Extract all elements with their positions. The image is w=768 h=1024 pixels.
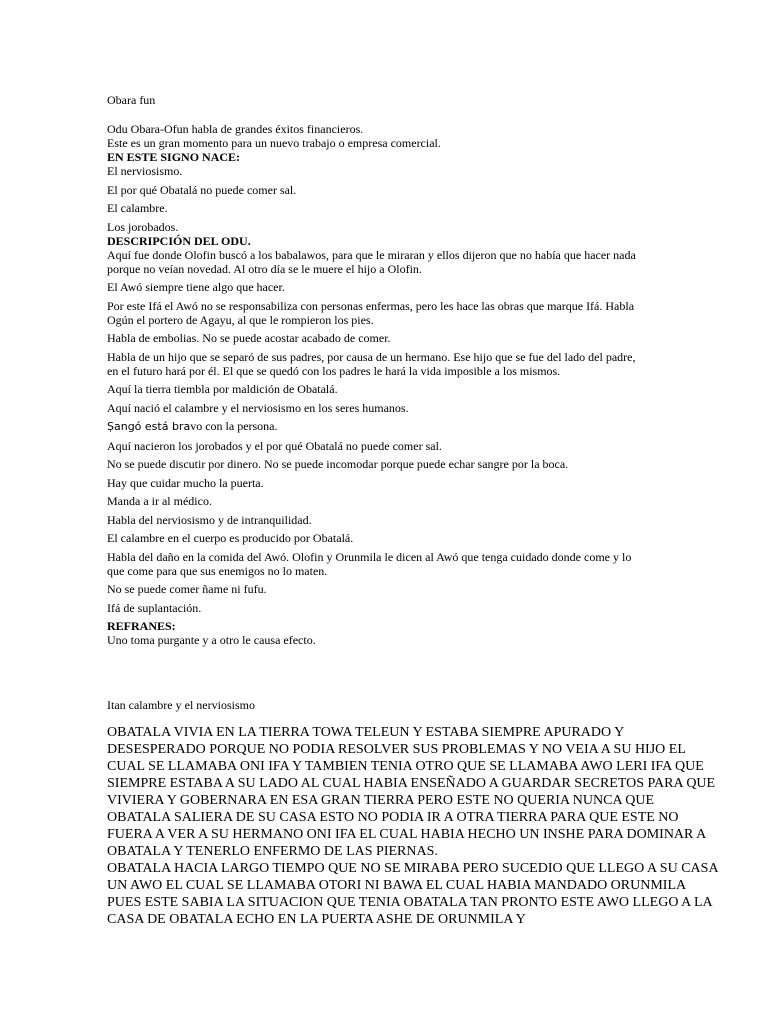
desc-paragraph: Ogún el portero de Agayu, al que le rompieron los pies. <box>107 312 374 327</box>
signo-item: El por qué Obatalá no puede comer sal. <box>107 182 297 197</box>
desc-paragraph: en el futuro hará por él. El que se quedó con los padres le hará la vida imposible a los mismos. <box>107 363 561 378</box>
desc-paragraph: que come para que sus enemigos no lo maten. <box>107 563 328 578</box>
desc-text: vo con la persona. <box>190 419 278 433</box>
desc-paragraph: Manda a ir al médico. <box>107 494 212 508</box>
story-line: CUAL SE LLAMABA ONI IFA Y TAMBIEN TENIA OTRO QUE SE LLAMABA AWO LERI IFA QUE <box>107 759 704 774</box>
signo-item: El nerviosismo. <box>107 164 183 178</box>
heading-descripcion: DESCRIPCIÓN DEL ODU. <box>107 233 251 248</box>
story-line: OBATALA VIVIA EN LA TIERRA TOWA TELEUN Y ESTABA SIEMPRE APURADO Y <box>107 725 625 740</box>
desc-paragraph: Habla del nerviosismo y de intranquilidad. <box>107 512 312 527</box>
desc-paragraph: Aquí nacieron los jorobados y el por qué Obatalá no puede comer sal. <box>107 438 442 453</box>
desc-paragraph: Hay que cuidar mucho la puerta. <box>107 475 264 490</box>
document-title: Obara fun <box>107 93 156 107</box>
signo-item: El calambre. <box>107 201 168 215</box>
itan-story <box>107 724 719 928</box>
story-line: FUERA A VER A SU HERMANO ONI IFA EL CUAL HABIA HECHO UN INSHE PARA DOMINAR A <box>107 827 707 842</box>
desc-paragraph: El calambre en el cuerpo es producido por Obatalá. <box>107 531 354 545</box>
itan-title: Itan calambre y el nerviosismo <box>107 698 255 712</box>
story-line: SIEMPRE ESTABA A SU LADO AL CUAL HABIA ENSEÑADO A GUARDAR SECRETOS PARA QUE <box>107 776 716 791</box>
story-line: OBATALA SALIERA DE SU CASA ESTO NO PODIA IR A OTRA TIERRA PARA QUE ESTE NO <box>107 810 679 825</box>
refran: Uno toma purgante y a otro le causa efecto. <box>107 633 316 647</box>
story-line: DESESPERADO PORQUE NO PODIA RESOLVER SUS PROBLEMAS Y NO VEIA A SU HIJO EL <box>107 742 686 757</box>
intro-line-2: Este es un gran momento para un nuevo trabajo o empresa comercial. <box>107 136 441 150</box>
desc-paragraph: Habla de embolias. No se puede acostar acabado de comer. <box>107 331 391 345</box>
desc-paragraph: Por este Ifá el Awó no se responsabiliza con personas enfermas, pero les hace las obras que marque Ifá. Habla <box>107 298 635 313</box>
desc-paragraph: No se puede discutir por dinero. No se puede incomodar porque puede echar sangre por la boca. <box>107 457 569 471</box>
desc-paragraph: Aquí fue donde Olofin buscó a los babalawos, para que le miraran y ellos dijeron que no había que hacer nada <box>107 247 636 262</box>
story-line: OBATALA Y TENERLO ENFERMO DE LAS PIERNAS. <box>107 844 438 859</box>
document-body <box>107 122 667 647</box>
desc-paragraph: Habla de un hijo que se separó de sus padres, por causa de un hermano. Ese hijo que se fue del lado del padre, <box>107 349 636 364</box>
story-line: OBATALA HACIA LARGO TIEMPO QUE NO SE MIRABA PERO SUCEDIO QUE LLEGO A SU CASA <box>107 861 719 876</box>
desc-paragraph: Aquí la tierra tiembla por maldición de Obatalá. <box>107 382 338 396</box>
signo-item: Los jorobados. <box>107 219 179 234</box>
desc-paragraph: Aquí nació el calambre y el nerviosismo en los seres humanos. <box>107 400 409 415</box>
intro-line-1: Odu Obara-Ofun habla de grandes éxitos financieros. <box>107 122 364 136</box>
story-line: PUES ESTE SABIA LA SITUACION QUE TENIA OBATALA TAN PRONTO ESTE AWO LLEGO A LA <box>107 895 713 910</box>
desc-paragraph: No se puede comer ñame ni fufu. <box>107 582 267 596</box>
document-title-block <box>107 93 667 107</box>
desc-paragraph <box>107 419 667 434</box>
story-line: VIVIERA Y GOBERNARA EN ESA GRAN TIERRA PERO ESTE NO QUERIA NUNCA QUE <box>107 793 655 808</box>
heading-refranes: REFRANES: <box>107 619 176 633</box>
story-line: UN AWO EL CUAL SE LLAMABA OTORI NI BAWA EL CUAL HABIA MANDADO ORUNMILA <box>107 878 687 893</box>
heading-signo: EN ESTE SIGNO NACE: <box>107 150 241 164</box>
desc-paragraph: porque no veían novedad. Al otro día se le muere el hijo a Olofin. <box>107 261 422 276</box>
desc-paragraph: Habla del daño en la comida del Awó. Olofin y Orunmila le dicen al Awó que tenga cuidado donde come y lo <box>107 549 632 564</box>
story-line: CASA DE OBATALA ECHO EN LA PUERTA ASHE DE ORUNMILA Y <box>107 912 526 927</box>
sango-text: Ṣangó está bra <box>107 420 191 433</box>
desc-paragraph: Ifá de suplantación. <box>107 600 202 615</box>
desc-paragraph: El Awó siempre tiene algo que hacer. <box>107 280 285 294</box>
